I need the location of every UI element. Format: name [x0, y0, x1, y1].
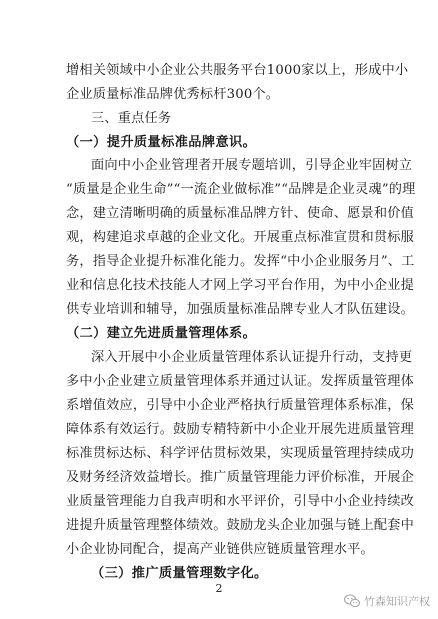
- watermark-text: 竹森知识产权: [364, 595, 430, 608]
- wechat-icon: [344, 594, 360, 608]
- body-text-line: 念，建立清晰明确的质量标准品牌方针、使命、愿景和价值: [66, 206, 415, 221]
- body-text-line: 业和信息化技术技能人才网上学习平台作用，为中小企业提: [66, 278, 415, 293]
- body-text-line: 小企业协同配合，提高产业链供应链质量管理水平。: [66, 542, 374, 557]
- section-heading: 三、重点任务: [91, 111, 172, 126]
- body-text-line: 增相关领域中小企业公共服务平台1000家以上，形成中小: [66, 63, 409, 78]
- watermark: [344, 593, 430, 609]
- body-text-line: 及财务经济效益增长。推广质量管理能力评价标准，开展企: [66, 470, 415, 485]
- subsection-heading: （三）推广质量管理数字化。: [91, 566, 268, 581]
- body-text-line: “质量是企业生命”“一流企业做标准”“品牌是企业灵魂”的理: [66, 182, 416, 197]
- body-text-line: 障体系有效运行。鼓励专精特新中小企业开展先进质量管理: [66, 422, 415, 437]
- subsection-heading: （二）建立先进质量管理体系。: [66, 326, 257, 341]
- page-number: 2: [215, 582, 223, 595]
- subsection-heading: （一）提升质量标准品牌意识。: [66, 135, 257, 150]
- body-text-line: 进提升质量管理整体绩效。鼓励龙头企业加强与链上配套中: [66, 518, 415, 533]
- body-text-line: 业质量管理能力自我声明和水平评价，引导中小企业持续改: [66, 494, 415, 509]
- body-text-line: 多中小企业建立质量管理体系并通过认证。发挥质量管理体: [66, 374, 415, 389]
- body-text-line: 深入开展中小企业质量管理体系认证提升行动，支持更: [91, 350, 413, 365]
- body-text-line: 供专业培训和辅导，加强质量标准品牌专业人才队伍建设。: [66, 302, 415, 317]
- body-text-line: 标准贯标达标、科学评估贯标效果，实现质量管理持续成功: [66, 446, 415, 461]
- body-text-line: 观，构建追求卓越的企业文化。开展重点标准宣贯和贯标服: [66, 230, 415, 245]
- body-text-line: 系增值效应，引导中小企业严格执行质量管理体系标准，保: [66, 398, 415, 413]
- body-text-line: 务，指导企业提升标准化能力。发挥“中小企业服务月”、工: [66, 254, 415, 269]
- body-text-line: 面向中小企业管理者开展专题培训，引导企业牢固树立: [91, 158, 413, 173]
- body-text-line: 企业质量标准品牌优秀标杆300个。: [66, 87, 280, 102]
